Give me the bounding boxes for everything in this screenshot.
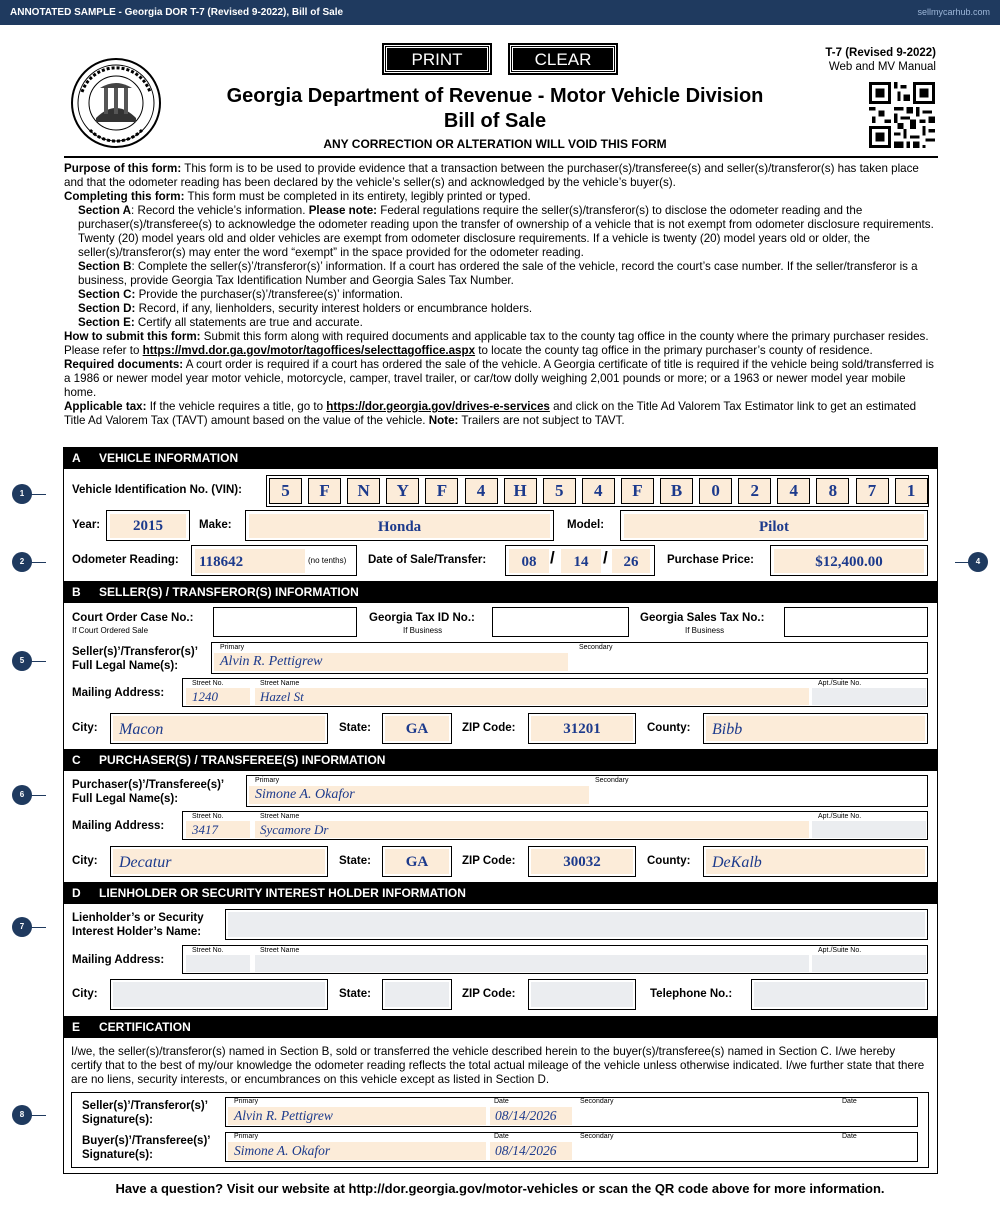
apt-label: Apt./Suite No. <box>818 947 862 954</box>
date-label: Date <box>842 1098 857 1105</box>
certification-text: I/we, the seller(s)/transferor(s) named in Section B, sold or transferred the vehicle described herein to the buyer(s)/transferee(s) named in Section C. I/we hereby certify that to the best of my/our knowledge the odometer reading reflects the total actual mileage of the vehicle unless otherwise indicated. I/we further state that there are no liens, security interests, or encumbrances on this vehicle except as listed in Section D. <box>71 1045 925 1086</box>
required-docs-text: A court order is required if a court has ordered the sale of the vehicle. A Georgia certificate of title is required if the vehicle being sold/transferred is a 1986 or newer model year motor vehicle, motorcycle, camper, travel trailer, or car/tow dolly weighing 2,001 pounds or more; or a 1963 or newer model year mobile home. <box>64 358 934 399</box>
section-title: VEHICLE INFORMATION <box>99 451 239 465</box>
apt-label: Apt./Suite No. <box>818 680 862 687</box>
vin-char-cell[interactable]: 4 <box>465 478 498 504</box>
date-label: Date <box>842 1133 857 1140</box>
lien-zip-label: ZIP Code: <box>462 988 516 1000</box>
vin-char-cell[interactable]: F <box>425 478 458 504</box>
marker-line <box>30 795 46 796</box>
ga-tax-id-sub: If Business <box>403 626 443 635</box>
vin-char-cell[interactable]: 8 <box>816 478 849 504</box>
vin-char-cell[interactable]: F <box>308 478 341 504</box>
odometer-field[interactable]: 118642 <box>195 549 305 573</box>
seller-zip-label: ZIP Code: <box>462 722 516 734</box>
section-b-text: : Complete the seller(s)’/transferor(s)’ information. If a court has ordered the sale of the vehicle, record the court’s case number. If the seller/transferor is a business, provide Georgia Tax Identification Number and Georgia Sales Tax Number. <box>78 260 918 287</box>
section-d-header <box>63 882 938 904</box>
form-revision: T-7 (Revised 9-2022) <box>825 47 936 59</box>
marker-line <box>30 494 46 495</box>
section-a-text-2: Federal regulations require the seller(s)/transferor(s) to disclose the odometer reading and the purchaser(s)/transferee(s) to acknowledge the odometer reading upon the transfer of ownership of a vehicle that is not exempt from odometer disclosure requirements. Twenty (20) model years old and older vehicles are exempt from odometer disclosure requirements. If a vehicle is twenty (20) model years old or older, the seller(s)/transferor(s) may enter the word “exempt” in the space provided for the odometer reading. <box>78 204 934 259</box>
vin-char-cell[interactable]: 0 <box>699 478 732 504</box>
vin-char-cell[interactable]: F <box>621 478 654 504</box>
purchaser-zip-field[interactable]: 30032 <box>531 849 633 874</box>
purchase-price-label: Purchase Price: <box>667 554 754 566</box>
annotation-marker: 6 <box>12 785 32 805</box>
seller-street-no-field[interactable]: 1240 <box>186 688 250 705</box>
label-line: Purchaser(s)’/Transferee(s)’ <box>72 779 225 791</box>
street-no-label: Street No. <box>192 680 224 687</box>
tax-text-3: Trailers are not subject to TAVT. <box>458 414 625 427</box>
apt-label: Apt./Suite No. <box>818 813 862 820</box>
purchaser-apt-field[interactable] <box>812 821 926 838</box>
street-name-label: Street Name <box>260 947 300 954</box>
seller-signature-label <box>82 1099 208 1127</box>
seller-city-field[interactable]: Macon <box>113 716 325 741</box>
secondary-label: Secondary <box>579 644 613 651</box>
tag-office-link[interactable]: https://mvd.dor.ga.gov/motor/tagoffices/selecttagoffice.aspx <box>142 344 476 357</box>
header-rule <box>64 156 938 158</box>
purchaser-city-label: City: <box>72 855 98 867</box>
warning-text: ANY CORRECTION OR ALTERATION WILL VOID THIS FORM <box>323 137 667 151</box>
vin-char-cell[interactable]: 5 <box>269 478 302 504</box>
section-b-heading: Section B <box>78 260 132 273</box>
buyer-signature-field[interactable]: Simone A. Okafor <box>228 1142 486 1160</box>
purchaser-primary-name-field[interactable]: Simone A. Okafor <box>249 786 589 804</box>
annotation-marker: 5 <box>12 651 32 671</box>
sale-day-field[interactable]: 14 <box>561 549 601 573</box>
purchaser-street-name-field[interactable]: Sycamore Dr <box>255 821 809 838</box>
purchaser-state-field[interactable]: GA <box>385 849 449 874</box>
purpose-paragraph <box>64 162 938 190</box>
tax-text: If the vehicle requires a title, go to <box>146 400 327 413</box>
section-a-heading: Section A <box>78 204 132 217</box>
lien-street-name-field[interactable] <box>255 955 809 972</box>
label-line: Buyer(s)’/Transferee(s)’ <box>82 1135 211 1147</box>
tax-note-label: Note: <box>428 414 459 427</box>
marker-line <box>955 562 971 563</box>
annotation-marker: 4 <box>968 552 988 572</box>
section-title: LIENHOLDER OR SECURITY INTEREST HOLDER INFORMATION <box>99 886 466 900</box>
lien-phone-field[interactable] <box>754 982 925 1007</box>
purchaser-county-label: County: <box>647 855 691 867</box>
form-manual: Web and MV Manual <box>828 61 936 73</box>
e-services-link[interactable]: https://dor.georgia.gov/drives-e-services <box>326 400 550 413</box>
completing-heading: Completing this form: <box>64 190 185 203</box>
purpose-heading: Purpose of this form: <box>64 162 182 175</box>
make-field[interactable]: Honda <box>249 514 550 538</box>
primary-label: Primary <box>234 1098 259 1105</box>
lien-city-field[interactable] <box>113 982 325 1007</box>
banner-title: ANNOTATED SAMPLE - Georgia DOR T-7 (Revised 9-2022), Bill of Sale <box>10 7 344 18</box>
form-number <box>825 46 936 74</box>
purchaser-city-field[interactable]: Decatur <box>113 849 325 874</box>
banner-site-link[interactable]: sellmycarhub.com <box>917 7 990 17</box>
seller-name-label <box>72 645 198 673</box>
model-label: Model: <box>567 519 605 531</box>
required-docs-paragraph <box>64 358 938 400</box>
section-e-heading: Section E: <box>78 316 135 329</box>
lien-street-no-field[interactable] <box>186 955 250 972</box>
section-d-heading: Section D: <box>78 302 136 315</box>
section-a-text: : Record the vehicle’s information. <box>131 204 309 217</box>
lien-zip-field[interactable] <box>531 982 633 1007</box>
secondary-label: Secondary <box>580 1133 614 1140</box>
vin-char-cell[interactable]: B <box>660 478 693 504</box>
street-name-label: Street Name <box>260 680 300 687</box>
marker-line <box>30 927 46 928</box>
ga-tax-id-label: Georgia Tax ID No.: <box>369 612 475 624</box>
label-line: Seller(s)’/Transferor(s)’ <box>72 646 198 658</box>
vin-char-cell[interactable]: 4 <box>777 478 810 504</box>
seller-county-label: County: <box>647 722 691 734</box>
submit-paragraph <box>64 330 938 358</box>
sales-tax-field[interactable] <box>784 607 928 637</box>
qr-code-icon <box>867 82 937 148</box>
vin-char-cell[interactable]: 1 <box>895 478 928 504</box>
form-title: Bill of Sale <box>443 110 547 132</box>
section-a-header <box>63 447 938 469</box>
section-e-text: Certify all statements are true and accurate. <box>134 316 363 329</box>
sale-month-field[interactable]: 08 <box>509 549 549 573</box>
label-line: Lienholder’s or Security <box>72 912 204 924</box>
vin-char-cell[interactable]: Y <box>386 478 419 504</box>
primary-label: Primary <box>255 777 280 784</box>
seller-street-name-field[interactable]: Hazel St <box>255 688 809 705</box>
section-title: SELLER(S) / TRANSFEROR(S) INFORMATION <box>99 585 359 599</box>
make-label: Make: <box>199 519 232 531</box>
georgia-dor-seal-icon <box>68 58 164 148</box>
sample-banner <box>0 0 1000 25</box>
section-b-header <box>63 581 938 603</box>
sale-year-field[interactable]: 26 <box>612 549 650 573</box>
street-no-label: Street No. <box>192 813 224 820</box>
label-line: Signature(s): <box>82 1149 153 1161</box>
section-c-text: Provide the purchaser(s)’/transferee(s)’ information. <box>135 288 403 301</box>
buyer-signature-label <box>82 1134 210 1162</box>
lien-phone-label: Telephone No.: <box>650 988 733 1000</box>
vin-char-cell[interactable]: 2 <box>738 478 771 504</box>
seller-apt-field[interactable] <box>812 688 926 705</box>
agency-title: Georgia Department of Revenue - Motor Vehicle Division <box>226 85 764 107</box>
section-c-instruction <box>64 288 938 302</box>
date-slash: / <box>603 548 608 567</box>
seller-zip-field[interactable]: 31201 <box>531 716 633 741</box>
annotation-marker: 1 <box>12 484 32 504</box>
annotation-marker: 2 <box>12 552 32 572</box>
print-button[interactable]: PRINT <box>384 45 490 73</box>
lien-apt-field[interactable] <box>812 955 926 972</box>
footer-help-text: Have a question? Visit our website at http://dor.georgia.gov/motor-vehicles or scan the QR code above for more information. <box>115 1181 885 1196</box>
year-field[interactable]: 2015 <box>110 514 186 538</box>
please-note-label: Please note: <box>308 204 378 217</box>
vin-char-cell[interactable]: 4 <box>582 478 615 504</box>
tax-heading: Applicable tax: <box>64 400 147 413</box>
date-label: Date <box>494 1098 509 1105</box>
marker-line <box>30 562 46 563</box>
seller-county-field[interactable]: Bibb <box>706 716 925 741</box>
purchaser-zip-label: ZIP Code: <box>462 855 516 867</box>
primary-label: Primary <box>220 644 245 651</box>
seller-signature-field[interactable]: Alvin R. Pettigrew <box>228 1107 486 1125</box>
date-slash: / <box>550 548 555 567</box>
marker-line <box>30 661 46 662</box>
lien-city-label: City: <box>72 988 98 1000</box>
sales-tax-label: Georgia Sales Tax No.: <box>640 612 765 624</box>
primary-label: Primary <box>234 1133 259 1140</box>
secondary-label: Secondary <box>580 1098 614 1105</box>
purpose-text: This form is to be used to provide evidence that a transaction between the purchaser(s)/transferee(s) and seller(s)/transferor(s) has taken place and that the odometer reading has been declared by the vehicle’s seller(s) and acknowledged by the vehicle’s buyer(s). <box>64 162 919 189</box>
label-line: Signature(s): <box>82 1114 153 1126</box>
no-tenths-note: (no tenths) <box>308 556 347 565</box>
model-field[interactable]: Pilot <box>624 514 924 538</box>
section-d-text: Record, if any, lienholders, security interest holders or encumbrance holders. <box>135 302 533 315</box>
date-label: Date <box>494 1133 509 1140</box>
secondary-label: Secondary <box>595 777 629 784</box>
vin-label: Vehicle Identification No. (VIN): <box>72 484 242 496</box>
seller-primary-name-field[interactable]: Alvin R. Pettigrew <box>214 653 568 671</box>
purchaser-name-label <box>72 778 224 806</box>
lienholder-name-label <box>72 911 204 939</box>
section-letter: A <box>72 451 81 465</box>
court-case-label: Court Order Case No.: <box>72 612 194 624</box>
buyer-signature-date-field[interactable]: 08/14/2026 <box>490 1142 572 1160</box>
seller-state-label: State: <box>339 722 371 734</box>
submit-text: Submit this form along with required documents and applicable tax to the county tag office in the county where the primary purchaser resides. Please refer to <box>64 330 929 357</box>
seller-city-label: City: <box>72 722 98 734</box>
annotation-marker: 7 <box>12 917 32 937</box>
section-e-instruction <box>64 316 938 330</box>
court-case-field[interactable] <box>213 607 357 637</box>
ga-tax-id-field[interactable] <box>492 607 629 637</box>
lien-state-field[interactable] <box>385 982 449 1007</box>
purchaser-state-label: State: <box>339 855 371 867</box>
court-case-sub: If Court Ordered Sale <box>72 626 149 635</box>
annotation-marker: 8 <box>12 1105 32 1125</box>
lien-address-label: Mailing Address: <box>72 954 165 966</box>
vin-char-cell[interactable]: 5 <box>543 478 576 504</box>
seller-state-field[interactable]: GA <box>385 716 449 741</box>
label-line: Seller(s)’/Transferor(s)’ <box>82 1100 208 1112</box>
lienholder-name-field[interactable] <box>228 912 925 937</box>
section-c-heading: Section C: <box>78 288 136 301</box>
tax-paragraph <box>64 400 938 428</box>
section-title: PURCHASER(S) / TRANSFEREE(S) INFORMATION <box>99 753 386 767</box>
completing-text: This form must be completed in its entirety, legibly printed or typed. <box>184 190 531 203</box>
clear-button[interactable]: CLEAR <box>510 45 616 73</box>
section-letter: B <box>72 585 81 599</box>
year-label: Year: <box>72 519 101 531</box>
marker-line <box>30 1115 46 1116</box>
sales-tax-sub: If Business <box>685 626 725 635</box>
date-of-sale-label: Date of Sale/Transfer: <box>368 554 487 566</box>
purchase-price-field[interactable]: $12,400.00 <box>774 549 924 573</box>
section-title: CERTIFICATION <box>99 1020 191 1034</box>
section-letter: E <box>72 1020 81 1034</box>
completing-paragraph <box>64 190 938 204</box>
vin-char-cell[interactable]: 7 <box>856 478 889 504</box>
seller-signature-date-field[interactable]: 08/14/2026 <box>490 1107 572 1125</box>
seller-address-label: Mailing Address: <box>72 687 165 699</box>
odometer-label: Odometer Reading: <box>72 554 179 566</box>
instructions <box>64 162 938 428</box>
label-line: Full Legal Name(s): <box>72 793 179 805</box>
tax-text-2: and click on the Title Ad Valorem Tax Estimator link to get an estimated Title Ad Valorem Tax (TAVT) amount based on the value of the vehicle. <box>64 400 917 427</box>
street-no-label: Street No. <box>192 947 224 954</box>
street-name-label: Street Name <box>260 813 300 820</box>
submit-text-2: to locate the county tag office in the primary purchaser’s county of residence. <box>475 344 873 357</box>
purchaser-address-label: Mailing Address: <box>72 820 165 832</box>
vin-char-cell[interactable]: H <box>504 478 537 504</box>
label-line: Full Legal Name(s): <box>72 660 179 672</box>
section-letter: D <box>72 886 81 900</box>
section-c-header <box>63 749 938 771</box>
section-letter: C <box>72 753 81 767</box>
submit-heading: How to submit this form: <box>64 330 201 343</box>
vin-char-cell[interactable]: N <box>347 478 380 504</box>
label-line: Interest Holder’s Name: <box>72 926 202 938</box>
section-d-instruction <box>64 302 938 316</box>
purchaser-street-no-field[interactable]: 3417 <box>186 821 250 838</box>
required-docs-heading: Required documents: <box>64 358 184 371</box>
lien-state-label: State: <box>339 988 371 1000</box>
section-b-instruction <box>64 260 938 288</box>
section-e-header <box>63 1016 938 1038</box>
section-a-instruction <box>64 204 938 260</box>
purchaser-county-field[interactable]: DeKalb <box>706 849 925 874</box>
